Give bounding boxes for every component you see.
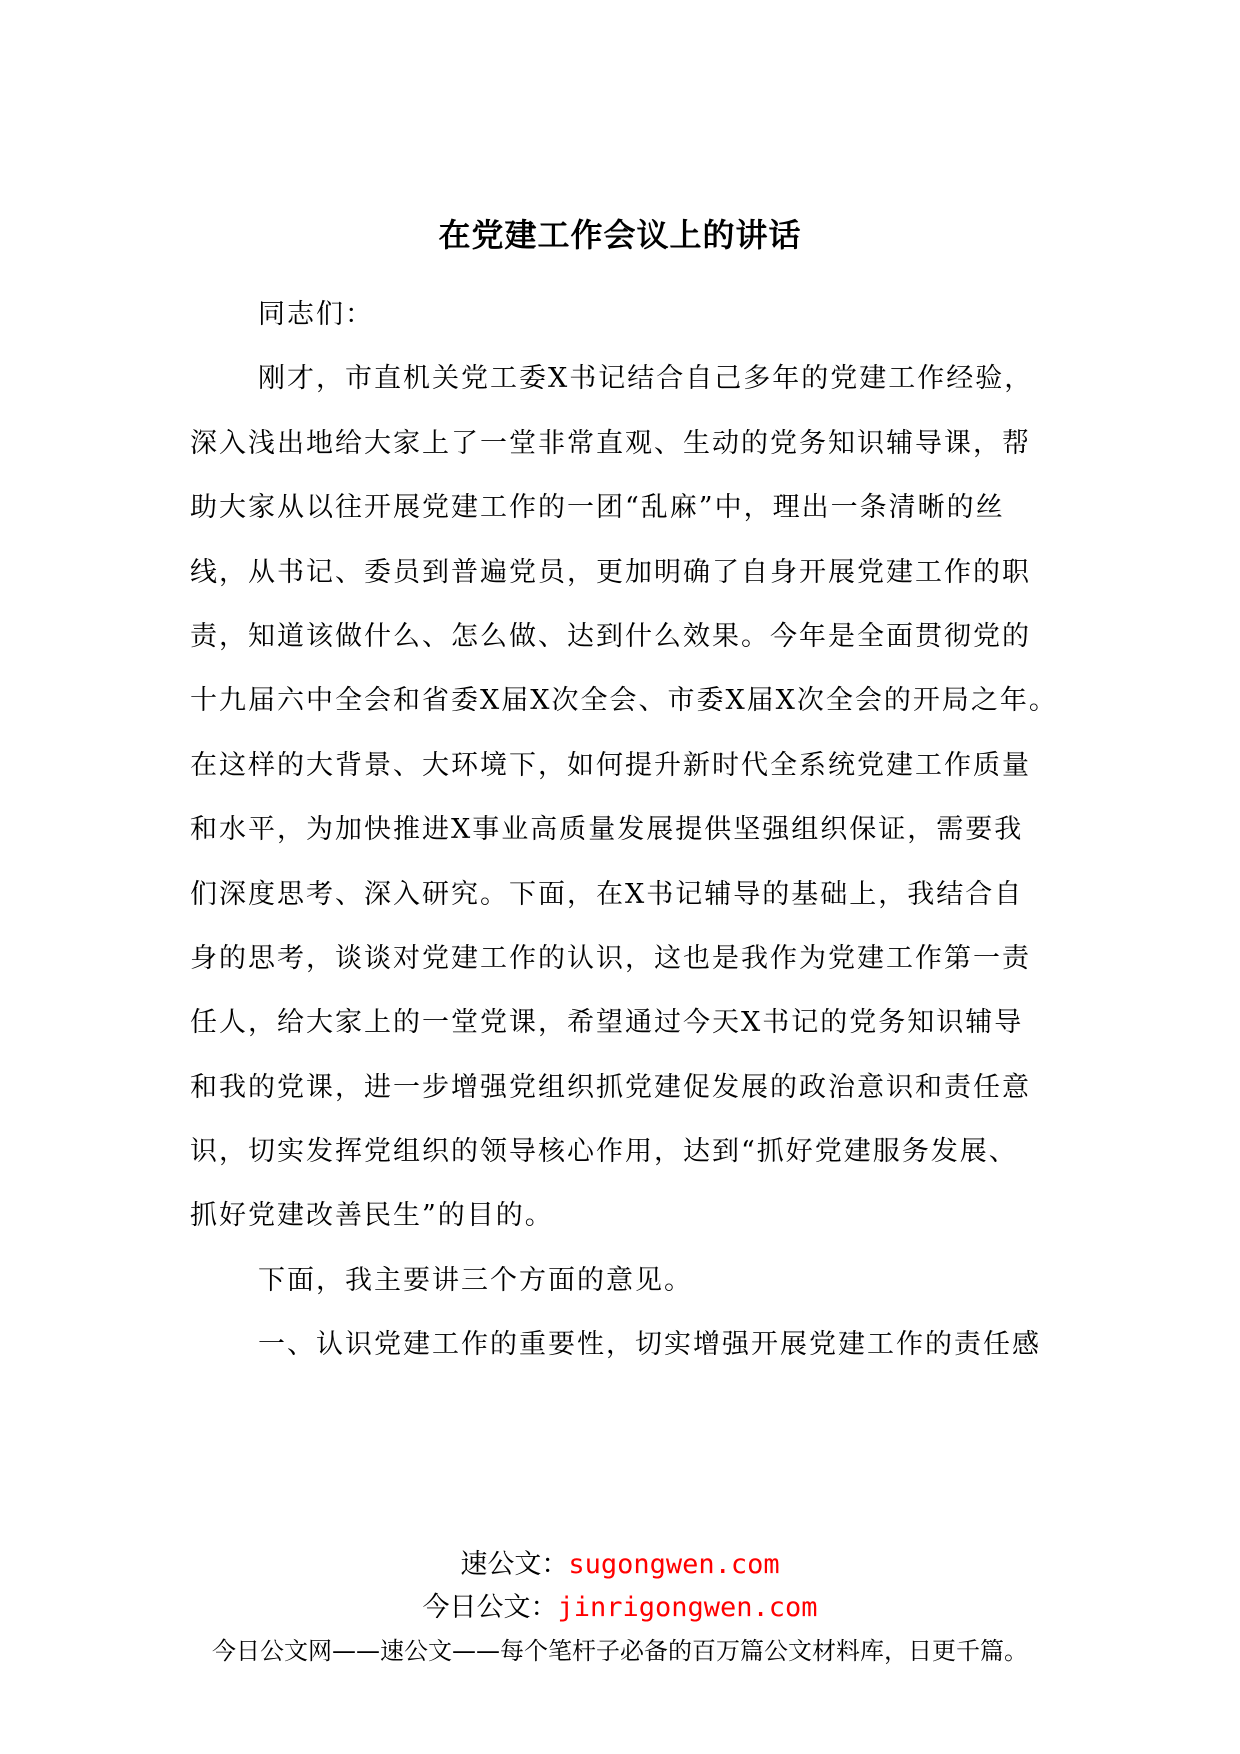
paragraph-line: 深入浅出地给大家上了一堂非常直观、生动的党务知识辅导课，帮 xyxy=(190,427,1031,459)
page-title: 在党建工作会议上的讲话 xyxy=(438,216,802,254)
paragraph-line: 刚才，市直机关党工委X书记结合自己多年的党建工作经验， xyxy=(258,363,1034,395)
paragraph-line: 抓好党建改善民生”的目的。 xyxy=(190,1200,554,1232)
footer-line-2 xyxy=(0,1585,1240,1624)
paragraph-line: 下面，我主要讲三个方面的意见。 xyxy=(258,1264,693,1296)
paragraph-line: 和我的党课，进一步增强党组织抓党建促发展的政治意识和责任意 xyxy=(190,1071,1031,1103)
paragraph-line: 线，从书记、委员到普遍党员，更加明确了自身开展党建工作的职 xyxy=(190,556,1031,588)
paragraph-line: 身的思考，谈谈对党建工作的认识，这也是我作为党建工作第一责 xyxy=(190,942,1031,974)
paragraph-line: 同志们： xyxy=(258,299,374,330)
paragraph-line: 十九届六中全会和省委X届X次全会、市委X届X次全会的开局之年。 xyxy=(190,685,1058,717)
footer-slogan: 今日公文网——速公文——每个笔杆子必备的百万篇公文材料库，日更千篇。 xyxy=(212,1637,1028,1665)
document-body xyxy=(190,283,1070,1378)
paragraph-line: 任人，给大家上的一堂党课，希望通过今天X书记的党务知识辅导 xyxy=(190,1007,1024,1039)
paragraph-line: 在这样的大背景、大环境下，如何提升新时代全系统党建工作质量 xyxy=(190,749,1031,781)
paragraph-line: 识，切实发挥党组织的领导核心作用，达到“抓好党建服务发展、 xyxy=(190,1136,1018,1168)
paragraph-line: 和水平，为加快推进X事业高质量发展提供坚强组织保证，需要我 xyxy=(190,814,1024,846)
footer-link-sugongwen[interactable]: sugongwen.com xyxy=(568,1549,780,1580)
paragraph-line: 们深度思考、深入研究。下面，在X书记辅导的基础上，我结合自 xyxy=(190,878,1024,910)
footer-link-jinrigongwen[interactable]: jinrigongwen.com xyxy=(557,1592,818,1623)
paragraph-line: 助大家从以往开展党建工作的一团“乱麻”中，理出一条清晰的丝 xyxy=(190,492,1005,524)
section-heading: 一、认识党建工作的重要性，切实增强开展党建工作的责任感 xyxy=(258,1329,1041,1361)
footer-label-sugongwen: 速公文： xyxy=(460,1549,569,1580)
footer-label-jinrigongwen: 今日公文： xyxy=(422,1592,558,1623)
paragraph-line: 责，知道该做什么、怎么做、达到什么效果。今年是全面贯彻党的 xyxy=(190,620,1031,652)
footer-line-1 xyxy=(0,1542,1240,1581)
